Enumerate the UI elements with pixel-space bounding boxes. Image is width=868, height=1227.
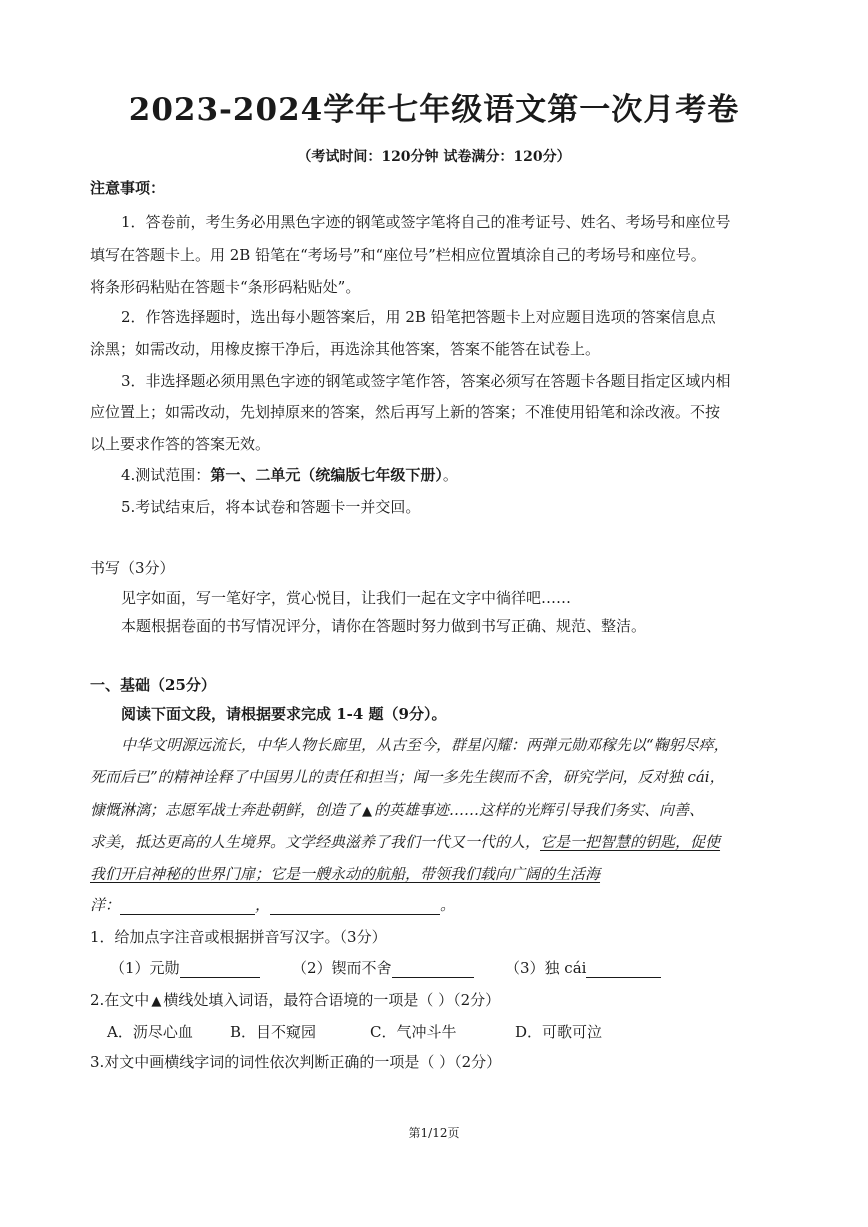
question-1-item-1-label: （1）元勋 <box>110 959 180 977</box>
question-2-b: 横线处填入词语，最符合语境的一项是（ ）（2分） <box>163 991 501 1009</box>
passage-line-3-a: 慷慨淋漓；志愿军战士奔赴朝鲜，创造了 <box>90 801 361 819</box>
question-1-item-3-label: （3）独 cái <box>505 959 587 977</box>
notice-item-1-line-2: 填写在答题卡上。用 2B 铅笔在“考场号”和“座位号”栏相应位置填涂自己的考场号和座位号。 <box>90 246 706 264</box>
notice-item-5: 5.考试结束后，将本试卷和答题卡一并交回。 <box>121 498 421 516</box>
question-2 <box>90 990 500 1012</box>
notice-item-4-prefix: 4.测试范围： <box>121 466 211 484</box>
passage-line-2: 死而后已”的精神诠释了中国男儿的责任和担当；闻一多先生锲而不舍，研究学问，反对独 cái， <box>90 768 725 786</box>
passage-underlined-sentence-2: 我们开启神秘的世界门扉；它是一艘永动的航船，带领我们载向广阔的生活海 <box>90 865 601 883</box>
answer-blank-1[interactable] <box>180 961 260 978</box>
writing-line-2: 本题根据卷面的书写情况评分，请你在答题时努力做到书写正确、规范、整洁。 <box>121 617 647 635</box>
question-3: 3.对文中画横线字词的词性依次判断正确的一项是（ ）（2分） <box>90 1053 502 1071</box>
passage-line-3-b: 的英雄事迹……这样的光辉引导我们务实、向善、 <box>374 801 705 819</box>
writing-heading: 书写（3分） <box>90 559 175 577</box>
section-1-heading: 一、基础（25分） <box>90 676 216 694</box>
triangle-blank-icon: ▲ <box>151 994 162 1009</box>
question-1-item-2-label: （2）锲而不舍 <box>292 959 392 977</box>
answer-blank-2[interactable] <box>392 961 474 978</box>
question-2-option-a[interactable]: A．沥尽心血 <box>107 1023 193 1041</box>
question-1-item-2 <box>292 958 474 978</box>
passage-line-6-comma: ， <box>255 896 271 914</box>
answer-blank-3[interactable] <box>586 961 661 978</box>
question-1-item-1 <box>110 958 260 978</box>
fill-blank-1[interactable] <box>120 898 255 915</box>
writing-line-1: 见字如面，写一笔好字，赏心悦目，让我们一起在文字中徜徉吧…… <box>121 589 572 607</box>
page-number: 第1/12页 <box>408 1126 460 1140</box>
notice-item-3-line-2: 应位置上；如需改动，先划掉原来的答案，然后再写上新的答案；不准使用铅笔和涂改液。不按 <box>90 403 721 421</box>
question-2-option-c[interactable]: C．气冲斗牛 <box>370 1023 457 1041</box>
question-1-item-3 <box>505 958 661 978</box>
notice-item-1-line-3: 将条形码粘贴在答题卡“条形码粘贴处”。 <box>90 278 361 296</box>
passage-instruction: 阅读下面文段，请根据要求完成 1-4 题（9分）。 <box>121 705 447 723</box>
question-2-option-b[interactable]: B．目不窥园 <box>230 1023 317 1041</box>
notice-item-4-scope: 第一、二单元（统编版七年级下册） <box>210 466 443 484</box>
passage-line-4-a: 求美，抵达更高的人生境界。文学经典滋养了我们一代又一代的人， <box>90 833 541 851</box>
notice-item-4 <box>121 465 458 485</box>
passage-line-4 <box>90 832 720 852</box>
notice-item-2-line-1: 2．作答选择题时，选出每小题答案后，用 2B 铅笔把答题卡上对应题目选项的答案信息点 <box>121 308 716 326</box>
notice-item-3-line-1: 3．非选择题必须用黑色字迹的钢笔或签字笔作答，答案必须写在答题卡各题目指定区域内相 <box>121 372 731 390</box>
question-1: 1．给加点字注音或根据拼音写汉字。（3分） <box>90 928 387 946</box>
question-2-a: 2.在文中 <box>90 991 150 1009</box>
notice-item-1-line-1: 1．答卷前，考生务必用黑色字迹的钢笔或签字笔将自己的准考证号、姓名、考场号和座位号 <box>121 213 731 231</box>
fill-blank-2[interactable] <box>270 898 440 915</box>
question-2-option-d[interactable]: D．可歌可泣 <box>515 1023 603 1041</box>
passage-line-6 <box>90 895 455 915</box>
passage-line-6-end: 。 <box>440 896 456 914</box>
triangle-blank-icon: ▲ <box>362 804 373 819</box>
passage-line-3 <box>90 800 704 822</box>
exam-info: （考试时间：120分钟 试卷满分：120分） <box>297 149 571 165</box>
notice-item-4-suffix: 。 <box>442 466 458 484</box>
passage-line-1: 中华文明源远流长，中华人物长廊里，从古至今，群星闪耀：两弹元勋邓稼先以“鞠躬尽瘁， <box>121 736 729 754</box>
page-title: 2023-2024学年七年级语文第一次月考卷 <box>128 92 740 128</box>
notice-item-3-line-3: 以上要求作答的答案无效。 <box>90 435 271 453</box>
passage-underlined-sentence-1: 它是一把智慧的钥匙，促使 <box>540 833 721 851</box>
notice-heading: 注意事项： <box>90 179 166 197</box>
notice-item-2-line-2: 涂黑；如需改动，用橡皮擦干净后，再选涂其他答案，答案不能答在试卷上。 <box>90 340 601 358</box>
passage-line-6-a: 洋： <box>90 896 121 914</box>
